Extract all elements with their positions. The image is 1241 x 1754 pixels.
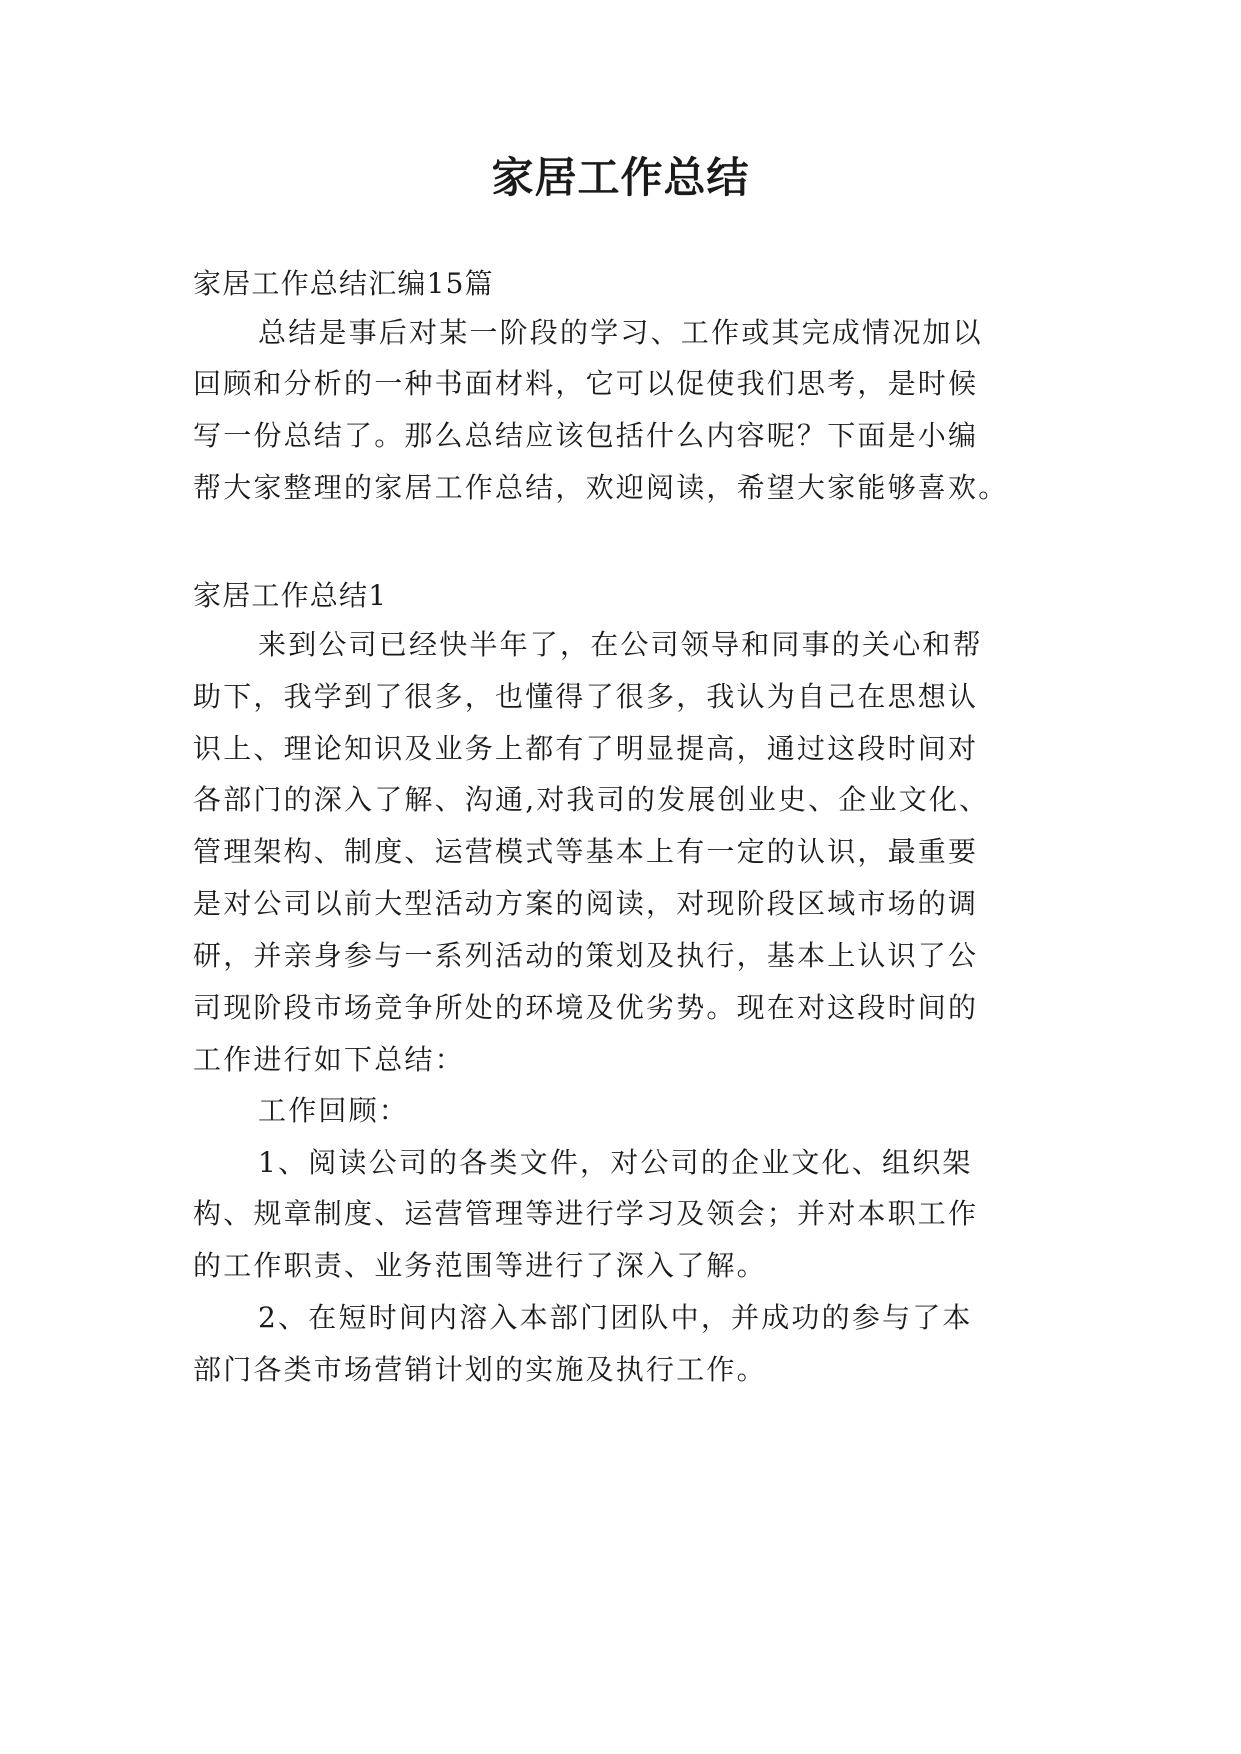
- body-line: 各部门的深入了解、沟通,对我司的发展创业史、企业文化、: [193, 783, 990, 816]
- body-line: 司现阶段市场竞争所处的环境及优劣势。现在对这段时间的: [193, 991, 979, 1024]
- section-heading: 家居工作总结1: [193, 579, 388, 612]
- body-line: 研，并亲身参与一系列活动的策划及执行，基本上认识了公: [193, 939, 979, 972]
- body-line: 管理架构、制度、运营模式等基本上有一定的认识，最重要: [193, 835, 979, 868]
- collection-subtitle: 家居工作总结汇编15篇: [193, 267, 494, 300]
- document-title: 家居工作总结: [491, 153, 750, 202]
- list-item-line: 1、阅读公司的各类文件，对公司的企业文化、组织架: [258, 1146, 973, 1179]
- body-line: 是对公司以前大型活动方案的阅读，对现阶段区域市场的调: [193, 887, 979, 920]
- list-item-line: 部门各类市场营销计划的实施及执行工作。: [193, 1353, 767, 1386]
- list-item-line: 构、规章制度、运营管理等进行学习及领会；并对本职工作: [193, 1197, 979, 1230]
- intro-line: 总结是事后对某一阶段的学习、工作或其完成情况加以: [258, 316, 983, 349]
- body-line: 识上、理论知识及业务上都有了明显提高，通过这段时间对: [193, 732, 979, 765]
- body-line: 工作进行如下总结：: [193, 1043, 465, 1076]
- list-item-line: 的工作职责、业务范围等进行了深入了解。: [193, 1249, 767, 1282]
- list-item-line: 2、在短时间内溶入本部门团队中，并成功的参与了本: [258, 1301, 973, 1334]
- body-line: 来到公司已经快半年了，在公司领导和同事的关心和帮: [258, 628, 983, 661]
- intro-line: 回顾和分析的一种书面材料，它可以促使我们思考，是时候: [193, 367, 979, 400]
- body-line: 助下，我学到了很多，也懂得了很多，我认为自己在思想认: [193, 680, 979, 713]
- subsection-heading: 工作回顾：: [258, 1094, 410, 1127]
- intro-line: 帮大家整理的家居工作总结，欢迎阅读，希望大家能够喜欢。: [193, 471, 1009, 504]
- intro-line: 写一份总结了。那么总结应该包括什么内容呢？下面是小编: [193, 419, 979, 452]
